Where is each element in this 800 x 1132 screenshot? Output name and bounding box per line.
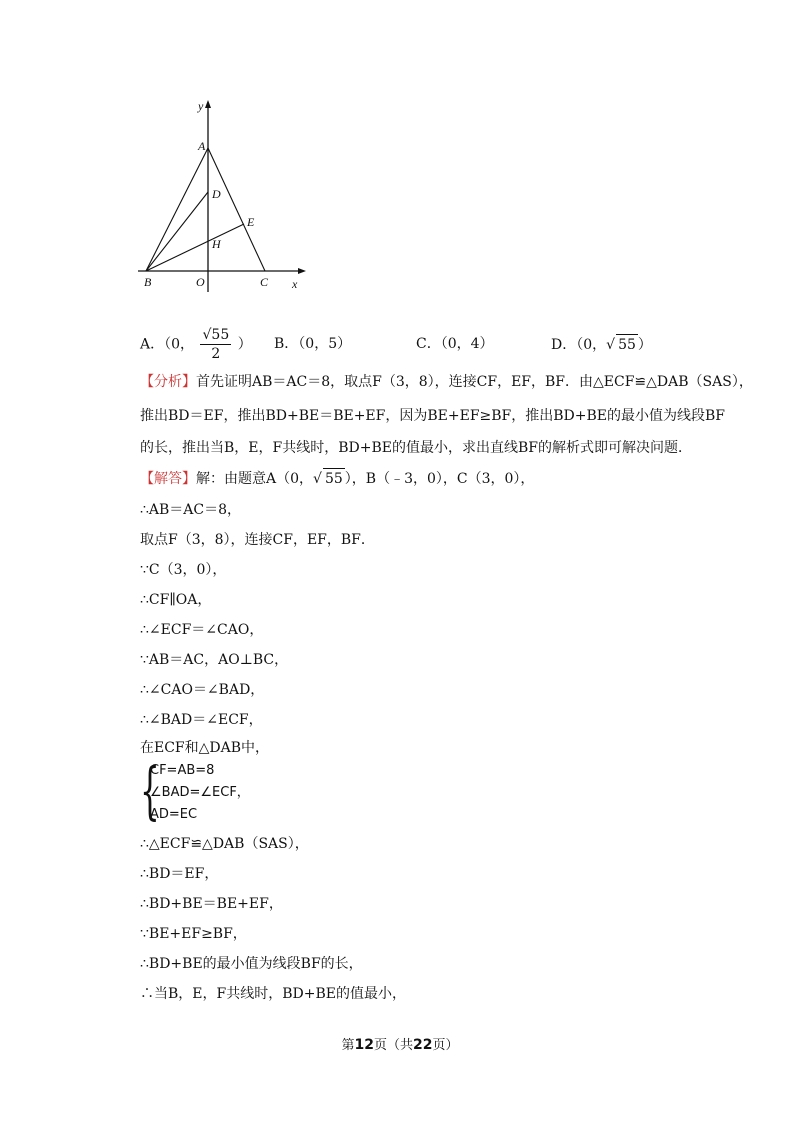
choice-a-numerator: √55 <box>202 327 230 343</box>
label-O: O <box>196 275 205 289</box>
solution-step: ∴BD+BE＝BE+EF， <box>140 896 283 912</box>
analysis-line-2: 推出BD＝EF，推出BD+BE＝BE+EF，因为BE+EF≥BF，推出BD+BE的最小值为线段BF <box>140 408 726 424</box>
solution-step: ∴AB＝AC＝8， <box>140 502 242 518</box>
sqrt-sign: √ <box>606 337 616 353</box>
solution-step: ∴BD＝EF， <box>140 866 219 882</box>
solution-step: ∴当B，E，F共线时，BD+BE的值最小， <box>140 986 406 1002</box>
choice-a-label: A．（0， <box>140 336 195 353</box>
x-axis-arrow <box>298 268 306 274</box>
system-row: AD=EC <box>150 807 198 822</box>
solution-step: ∴∠CAO＝∠BAD， <box>140 682 265 698</box>
solution-text-1a: 解：由题意A（0， <box>196 471 314 487</box>
left-brace: { <box>140 754 160 827</box>
solution-step: ∴BD+BE的最小值为线段BF的长， <box>140 956 363 972</box>
page-total: 22 <box>413 1037 433 1053</box>
solution-step: ∵AB＝AC，AO⊥BC， <box>140 652 289 668</box>
analysis-line-1 <box>140 372 753 392</box>
solution-step: ∵C（3，0）， <box>140 562 227 578</box>
solution-step: 取点F（3，8），连接CF，EF，BF． <box>140 532 375 548</box>
y-axis-arrow <box>205 100 211 108</box>
geometry-figure <box>130 96 320 296</box>
segment-BD <box>146 192 208 271</box>
label-E: E <box>247 215 255 229</box>
system-row: CF=AB=8 <box>150 763 215 778</box>
analysis-line-3: 的长，推出当B，E，F共线时，BD+BE的值最小，求出直线BF的解析式即可解决问题． <box>140 440 692 456</box>
solution-step: ∴△ECF≌△DAB（SAS）， <box>140 836 309 852</box>
segment-BE <box>146 224 244 271</box>
choice-d-label: D．（0， <box>551 337 607 353</box>
analysis-tag: 【分析】 <box>140 374 196 390</box>
choice-a-denominator: 2 <box>211 346 221 362</box>
solution-step: ∴CF∥OA， <box>140 592 212 608</box>
choice-d-close: ） <box>637 337 652 353</box>
segment-AC <box>208 148 265 271</box>
footer-pre: 第 <box>341 1038 355 1053</box>
choice-c: C．（0，4） <box>416 336 494 352</box>
label-A: A <box>198 139 206 153</box>
choice-d <box>551 334 652 355</box>
solution-root: 55 <box>323 468 345 489</box>
solution-tag: 【解答】 <box>140 471 196 487</box>
solution-step: 在ECF和△DAB中， <box>140 740 270 756</box>
solution-line-1 <box>140 468 534 489</box>
solution-step: ∴∠BAD＝∠ECF， <box>140 712 263 728</box>
choice-b: B．（0，5） <box>274 336 352 352</box>
footer-mid: 页（共 <box>373 1038 413 1053</box>
page-footer <box>0 1034 800 1053</box>
sqrt-sign: √ <box>313 471 322 487</box>
choice-d-root: 55 <box>616 334 638 355</box>
label-D: D <box>212 187 221 201</box>
choice-a <box>140 326 252 363</box>
solution-text-1b: ），B（﹣3，0），C（3，0）， <box>344 471 535 487</box>
segment-AB <box>146 148 208 271</box>
label-x: x <box>292 277 298 291</box>
label-B: B <box>144 275 152 289</box>
choice-a-close: ） <box>237 336 252 353</box>
label-H: H <box>212 237 221 251</box>
choice-a-fraction <box>200 326 231 363</box>
solution-step: ∴∠ECF＝∠CAO， <box>140 622 264 638</box>
system-row: ∠BAD=∠ECF， <box>150 785 250 800</box>
analysis-text-1: 首先证明AB＝AC＝8，取点F（3，8），连接CF，EF，BF．由△ECF≌△DAB（SAS）， <box>196 374 753 390</box>
label-C: C <box>260 275 269 289</box>
page-number: 12 <box>354 1037 374 1053</box>
equation-system <box>140 754 250 827</box>
solution-step: ∵BE+EF≥BF， <box>140 926 247 942</box>
footer-post: 页） <box>432 1038 459 1053</box>
label-y: y <box>198 99 204 113</box>
